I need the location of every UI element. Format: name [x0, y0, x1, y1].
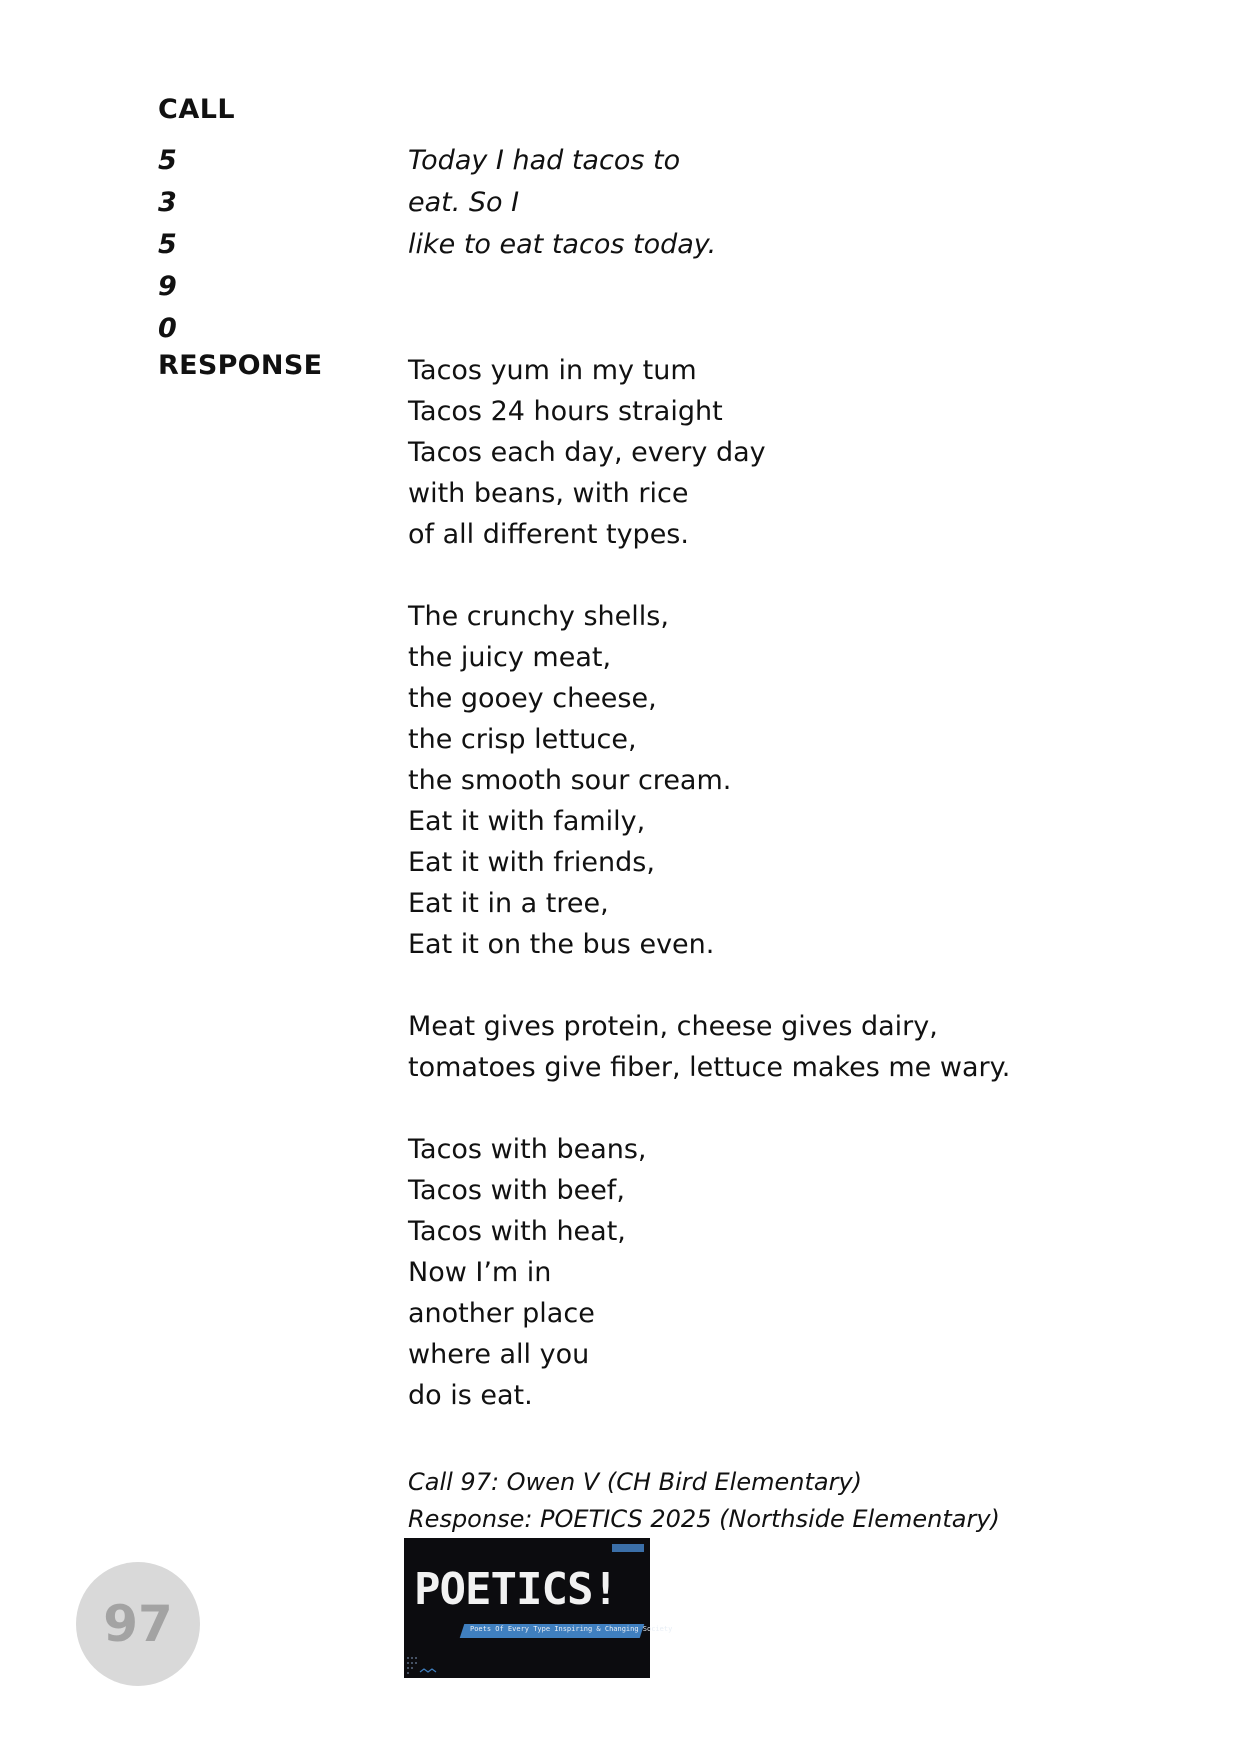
- call-line: eat. So I: [408, 187, 520, 218]
- response-poem: [408, 350, 1010, 1416]
- call-line: like to eat tacos today.: [408, 229, 717, 260]
- logo-accent-stripe: [612, 1544, 644, 1552]
- response-line: Now I’m in: [408, 1257, 552, 1288]
- response-line: another place: [408, 1298, 595, 1329]
- call-poem: [408, 140, 716, 266]
- call-number: 9: [158, 271, 177, 302]
- response-line: the gooey cheese,: [408, 683, 657, 714]
- response-line: Tacos 24 hours straight: [408, 396, 723, 427]
- credits: [408, 1464, 1000, 1538]
- poetics-logo: [404, 1538, 673, 1678]
- response-line: Tacos yum in my tum: [408, 355, 697, 386]
- call-number: 3: [158, 187, 177, 218]
- page-number-badge: 97: [76, 1562, 200, 1686]
- call-line: Today I had tacos to: [408, 145, 681, 176]
- response-heading: RESPONSE: [158, 350, 323, 381]
- response-line: the smooth sour cream.: [408, 765, 732, 796]
- response-stanza: [408, 350, 1010, 555]
- call-number: 5: [158, 229, 177, 260]
- response-line: where all you: [408, 1339, 590, 1370]
- logo-dot-pattern-icon: [406, 1654, 442, 1676]
- logo-title: POETICS!: [414, 1564, 618, 1615]
- response-line: Meat gives protein, cheese gives dairy,: [408, 1011, 938, 1042]
- logo-tagline: Poets Of Every Type Inspiring & Changing Society: [470, 1625, 673, 1633]
- call-number-column: [158, 140, 177, 350]
- response-line: Eat it on the bus even.: [408, 929, 715, 960]
- response-line: with beans, with rice: [408, 478, 689, 509]
- response-stanza: [408, 596, 1010, 965]
- response-line: Eat it with friends,: [408, 847, 655, 878]
- response-credit: Response: POETICS 2025 (Northside Elementary): [408, 1505, 1000, 1533]
- response-line: Tacos with heat,: [408, 1216, 626, 1247]
- call-heading: CALL: [158, 94, 236, 125]
- response-stanza: [408, 1006, 1010, 1088]
- response-line: the juicy meat,: [408, 642, 612, 673]
- call-credit: Call 97: Owen V (CH Bird Elementary): [408, 1468, 863, 1496]
- response-line: The crunchy shells,: [408, 601, 669, 632]
- response-line: Tacos with beans,: [408, 1134, 647, 1165]
- response-stanza: [408, 1129, 1010, 1416]
- response-line: Tacos with beef,: [408, 1175, 625, 1206]
- call-number: 0: [158, 313, 177, 344]
- response-line: Tacos each day, every day: [408, 437, 766, 468]
- response-line: the crisp lettuce,: [408, 724, 637, 755]
- response-line: of all different types.: [408, 519, 689, 550]
- call-number: 5: [158, 145, 177, 176]
- response-line: Eat it with family,: [408, 806, 646, 837]
- response-line: do is eat.: [408, 1380, 533, 1411]
- response-line: Eat it in a tree,: [408, 888, 609, 919]
- response-line: tomatoes give fiber, lettuce makes me wary.: [408, 1052, 1011, 1083]
